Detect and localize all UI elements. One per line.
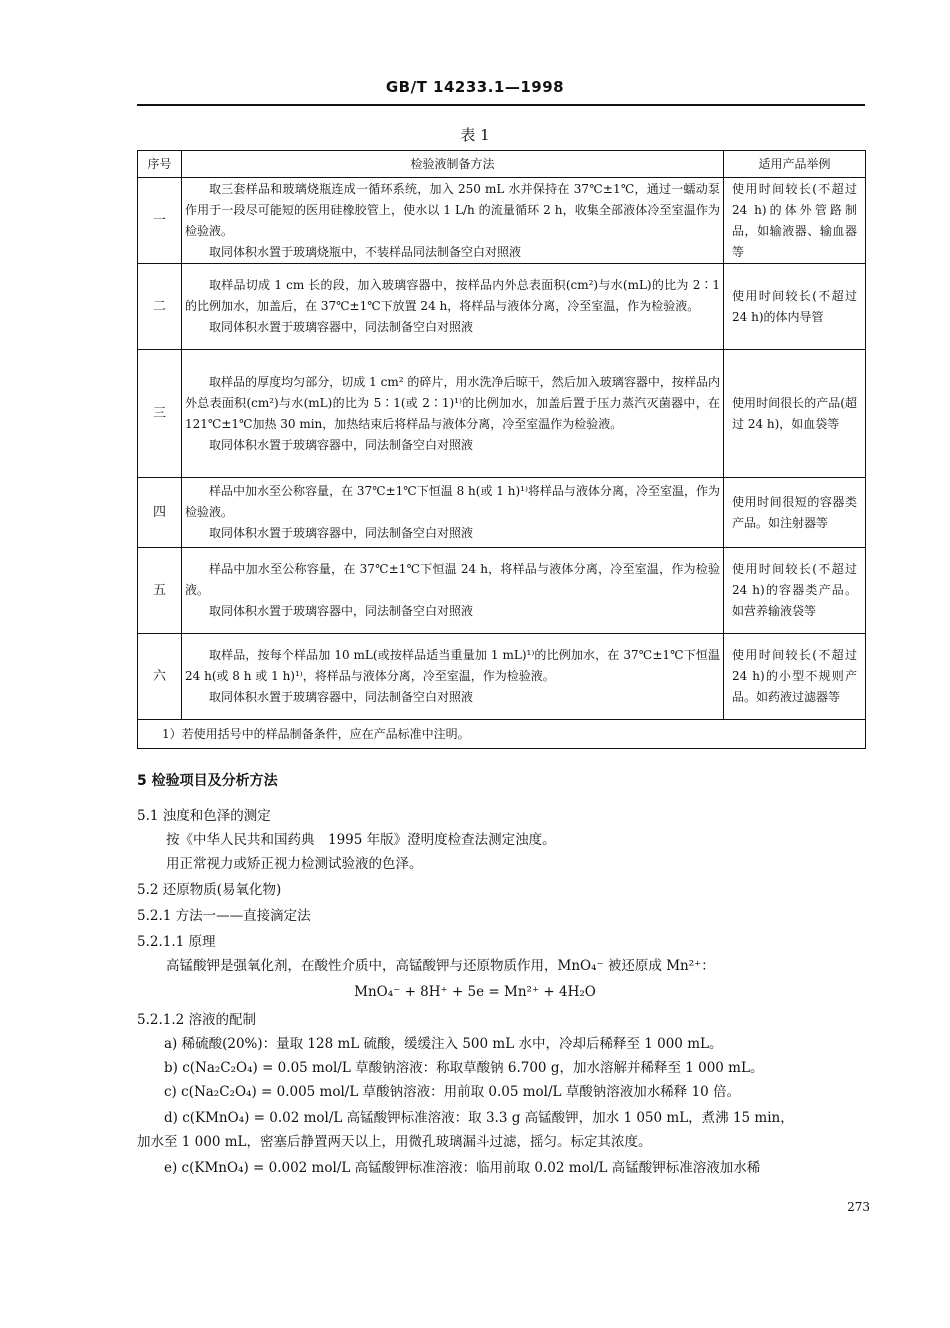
method-cell	[182, 178, 724, 264]
product-cell: 使用时间较长(不超过 24 h)的小型不规则产品。如药液过滤器等	[724, 634, 866, 720]
method-text: 样品中加水至公称容量，在 37℃±1℃下恒温 24 h，将样品与液体分离，冷至室温，作为检验液。	[185, 562, 720, 597]
redox-equation: MnO₄⁻ + 8H⁺ + 5e = Mn²⁺ + 4H₂O	[354, 984, 596, 1000]
list-item-e: e) c(KMnO₄) = 0.002 mol/L 高锰酸钾标准溶液：临用前取 0.02 mol/L 高锰酸钾标准溶液加水稀	[164, 1160, 761, 1176]
section-5-2-1-2-heading: 5.2.1.2 溶液的配制	[137, 1012, 257, 1028]
standard-code-header: GB/T 14233.1—1998	[385, 78, 565, 96]
method-text: 取样品切成 1 cm 长的段，加入玻璃容器中，按样品内外总表面积(cm²)与水(mL)的比为 2∶1 的比例加水，加盖后，在 37℃±1℃下放置 24 h，将样品与液体分离，冷至室温，作为检验液。	[185, 278, 720, 313]
method-cell	[182, 634, 724, 720]
row-number: 三	[138, 350, 182, 478]
row-number: 一	[138, 178, 182, 264]
table-row	[138, 634, 866, 720]
product-cell: 使用时间较长(不超过 24 h)的体外管路制品，如输液器、输血器等	[724, 178, 866, 264]
section-5-1-heading: 5.1 浊度和色泽的测定	[137, 808, 271, 824]
table-title: 表 1	[460, 126, 490, 144]
table-row	[138, 178, 866, 264]
row-number: 五	[138, 548, 182, 634]
method-text: 样品中加水至公称容量，在 37℃±1℃下恒温 8 h(或 1 h)¹⁾将样品与液体分离，冷至室温，作为检验液。	[185, 484, 720, 519]
table-footnote: 1）若使用括号中的样品制备条件，应在产品标准中注明。	[138, 720, 866, 749]
method-text: 取三套样品和玻璃烧瓶连成一循环系统，加入 250 mL 水并保持在 37℃±1℃，通过一蠕动泵作用于一段尽可能短的医用硅橡胶管上，使水以 1 L/h 的流量循环 2 h，收集全部液体冷至室温作为检验液。	[185, 181, 720, 238]
method-cell	[182, 478, 724, 548]
table-row	[138, 548, 866, 634]
blank-control-text: 取同体积水置于玻璃容器中，同法制备空白对照液	[209, 526, 474, 540]
blank-control-text: 取同体积水置于玻璃烧瓶中，不装样品同法制备空白对照液	[209, 244, 522, 259]
table-footnote-row	[138, 720, 866, 749]
blank-control-text: 取同体积水置于玻璃容器中，同法制备空白对照液	[209, 437, 474, 452]
section-5-heading: 5 检验项目及分析方法	[137, 773, 278, 789]
principle-text: 高锰酸钾是强氧化剂，在酸性介质中，高锰酸钾与还原物质作用，MnO₄⁻ 被还原成 Mn²⁺：	[166, 958, 715, 974]
product-cell: 使用时间较长(不超过 24 h)的体内导管	[724, 264, 866, 350]
row-number: 二	[138, 264, 182, 350]
method-cell	[182, 548, 724, 634]
list-item-d-continued: 加水至 1 000 mL，密塞后静置两天以上，用微孔玻璃漏斗过滤，摇匀。标定其浓度。	[137, 1134, 652, 1150]
section-5-1-para-2: 用正常视力或矫正视力检测试验液的色泽。	[166, 856, 423, 872]
table-row	[138, 350, 866, 478]
section-5-2-1-1-heading: 5.2.1.1 原理	[137, 934, 216, 950]
section-5-1-para-1: 按《中华人民共和国药典 1995 年版》澄明度检查法测定浊度。	[166, 832, 556, 848]
table-row	[138, 264, 866, 350]
column-header-method: 检验液制备方法	[182, 151, 724, 178]
blank-control-text: 取同体积水置于玻璃容器中，同法制备空白对照液	[209, 604, 474, 618]
table-row	[138, 478, 866, 548]
table-header-row	[138, 151, 866, 178]
section-5-2-1-heading: 5.2.1 方法一——直接滴定法	[137, 908, 311, 924]
row-number: 四	[138, 478, 182, 548]
list-item-d: d) c(KMnO₄) = 0.02 mol/L 高锰酸钾标准溶液：取 3.3 g 高锰酸钾，加水 1 050 mL，煮沸 15 min，	[164, 1110, 794, 1126]
column-header-product: 适用产品举例	[724, 151, 866, 178]
product-cell: 使用时间很短的容器类产品。如注射器等	[724, 478, 866, 548]
page-number: 273	[847, 1200, 870, 1214]
row-number: 六	[138, 634, 182, 720]
section-5-2-heading: 5.2 还原物质(易氧化物)	[137, 882, 282, 898]
list-item-a: a) 稀硫酸(20%)：量取 128 mL 硫酸，缓缓注入 500 mL 水中，冷却后稀释至 1 000 mL。	[164, 1036, 723, 1052]
list-item-b: b) c(Na₂C₂O₄) = 0.05 mol/L 草酸钠溶液：称取草酸钠 6.700 g，加水溶解并稀释至 1 000 mL。	[164, 1060, 764, 1076]
method-cell	[182, 264, 724, 350]
method-cell	[182, 350, 724, 478]
product-cell: 使用时间很长的产品(超过 24 h)，如血袋等	[724, 350, 866, 478]
product-cell: 使用时间较长(不超过 24 h)的容器类产品。如营养输液袋等	[724, 548, 866, 634]
blank-control-text: 取同体积水置于玻璃容器中，同法制备空白对照液	[209, 320, 474, 334]
preparation-table	[137, 150, 866, 749]
header-rule	[137, 104, 865, 106]
column-header-no: 序号	[138, 151, 182, 178]
blank-control-text: 取同体积水置于玻璃容器中，同法制备空白对照液	[209, 690, 474, 704]
list-item-c: c) c(Na₂C₂O₄) = 0.005 mol/L 草酸钠溶液：用前取 0.05 mol/L 草酸钠溶液加水稀释 10 倍。	[164, 1084, 741, 1100]
method-text: 取样品，按每个样品加 10 mL(或按样品适当重量加 1 mL)¹⁾的比例加水，在 37℃±1℃下恒温 24 h(或 8 h 或 1 h)¹⁾，将样品与液体分离，冷至室温，作为检验液。	[185, 648, 720, 683]
method-text: 取样品的厚度均匀部分，切成 1 cm² 的碎片，用水洗净后晾干，然后加入玻璃容器中，按样品内外总表面积(cm²)与水(mL)的比为 5∶1(或 2∶1)¹⁾的比例加水，加盖后置于压力蒸汽灭菌器中，在 121℃±1℃加热 30 min，加热结束后将样品与液体分离，冷至室温作为检验液。	[185, 374, 720, 431]
